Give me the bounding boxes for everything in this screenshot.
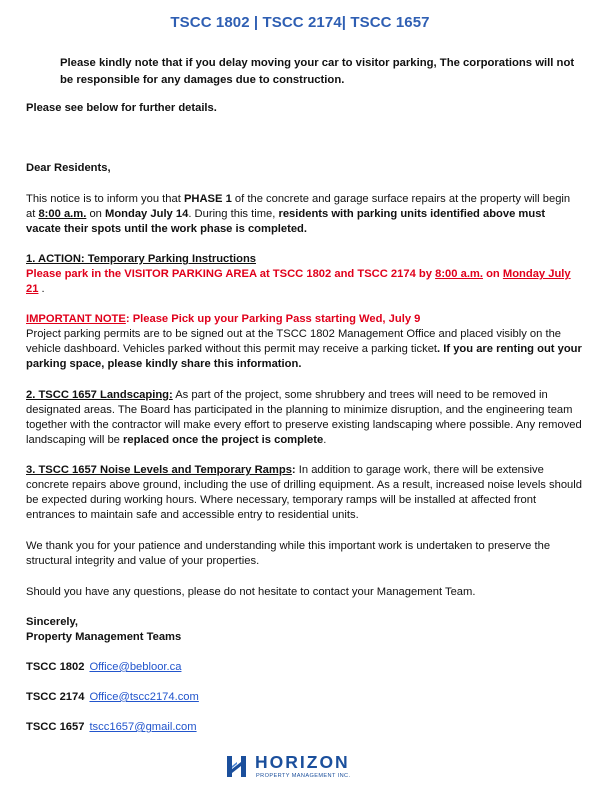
contact-label: TSCC 1657 (26, 721, 85, 733)
intro-text-3: on (86, 208, 106, 220)
important-note-heading (26, 312, 582, 327)
horizon-h-logo-icon (226, 753, 250, 779)
horizon-logo (226, 752, 376, 784)
section-1-instruction (26, 267, 582, 297)
logo-subtitle: PROPERTY MANAGEMENT INC. (256, 773, 351, 779)
section-1-red-text: Please park in the VISITOR PARKING AREA at TSCC 1802 and TSCC 2174 by (26, 268, 436, 280)
section-3-text: In addition to garage work, there will be extensive concrete repairs above ground, including the use of drilling equipment. As a result, increased noise levels should be expected during working hours. Where necessary, temporary ramps will be installed at affected front entrances to maintain safe and accessible entry to residential units. (26, 464, 582, 521)
intro-text-2: of the concrete and garage surface repairs at the property will begin at (26, 193, 571, 220)
section-2-heading: 2. TSCC 1657 Landscaping: (26, 389, 173, 401)
thanks-paragraph: We thank you for your patience and understanding while this important work is undertaken to preserve the structural integrity and value of your properties. (26, 540, 551, 567)
section-1-heading: 1. ACTION: Temporary Parking Instructions (26, 253, 257, 265)
important-note-title: : Please Pick up your Parking Pass starting Wed, July 9 (125, 313, 421, 325)
contact-tscc-1657 (26, 720, 197, 735)
intro-bold: residents with parking units identified above must vacate their spots until the work phase is completed. (26, 208, 546, 235)
contact-tscc-1802 (26, 660, 181, 675)
section-3-colon: : (291, 464, 296, 476)
section-1-time: 8:00 a.m. (435, 268, 483, 280)
contact-label: TSCC 1802 (26, 661, 85, 673)
page-title: TSCC 1802 | TSCC 2174| TSCC 1657 (170, 14, 430, 31)
intro-paragraph (26, 192, 582, 237)
section-1-red-text-2: on (482, 268, 503, 280)
closing: Sincerely, (26, 616, 79, 628)
greeting: Dear Residents, (26, 162, 111, 174)
logo-name: HORIZON (255, 752, 350, 772)
contact-label: TSCC 2174 (26, 691, 85, 703)
section-2-text: As part of the project, some shrubbery and trees will need to be removed in designated areas. The Board has participated in the planning to minimize disruption, and the engineering team together with the contractor will make every effort to preserve existing landscaping where possible. Any removed landscaping will be (26, 389, 582, 446)
damage-warning: Please kindly note that if you delay moving your car to visitor parking, The corporations will not be responsible for any damages due to construction. (60, 57, 575, 86)
section-2 (26, 388, 582, 448)
section-1-end: . (38, 283, 45, 295)
important-note-label: IMPORTANT NOTE (26, 313, 126, 325)
section-3-heading: 3. TSCC 1657 Noise Levels and Temporary Ramps (26, 464, 292, 476)
email-link[interactable]: Office@tscc2174.com (89, 691, 199, 703)
intro-text-1: This notice is to inform you that (26, 193, 184, 205)
important-note-text: Project parking permits are to be signed out at the TSCC 1802 Management Office and placed visibly on the vehicle dashboard. Vehicles parked without this permit may receive a parking ticket (26, 328, 562, 355)
email-link[interactable]: tscc1657@gmail.com (89, 721, 197, 733)
contact-tscc-2174 (26, 690, 199, 705)
section-1-date: Monday July 21 (26, 268, 571, 295)
important-note-body (26, 327, 582, 372)
signature: Property Management Teams (26, 631, 182, 643)
important-note (26, 312, 582, 372)
section-1 (26, 252, 582, 297)
intro-phase: PHASE 1 (183, 193, 232, 205)
see-below-note: Please see below for further details. (26, 102, 217, 114)
intro-time: 8:00 a.m. (38, 208, 87, 220)
section-3 (26, 463, 582, 523)
questions-paragraph: Should you have any questions, please do not hesitate to contact your Management Team. (26, 586, 476, 598)
intro-date: Monday July 14 (105, 208, 189, 220)
important-note-bold: . If you are renting out your parking space, please kindly share this information. (26, 343, 582, 370)
section-2-end: . (323, 434, 327, 446)
intro-text-4: . During this time, (188, 208, 279, 220)
section-2-bold: replaced once the project is complete (123, 434, 324, 446)
email-link[interactable]: Office@bebloor.ca (89, 661, 182, 673)
